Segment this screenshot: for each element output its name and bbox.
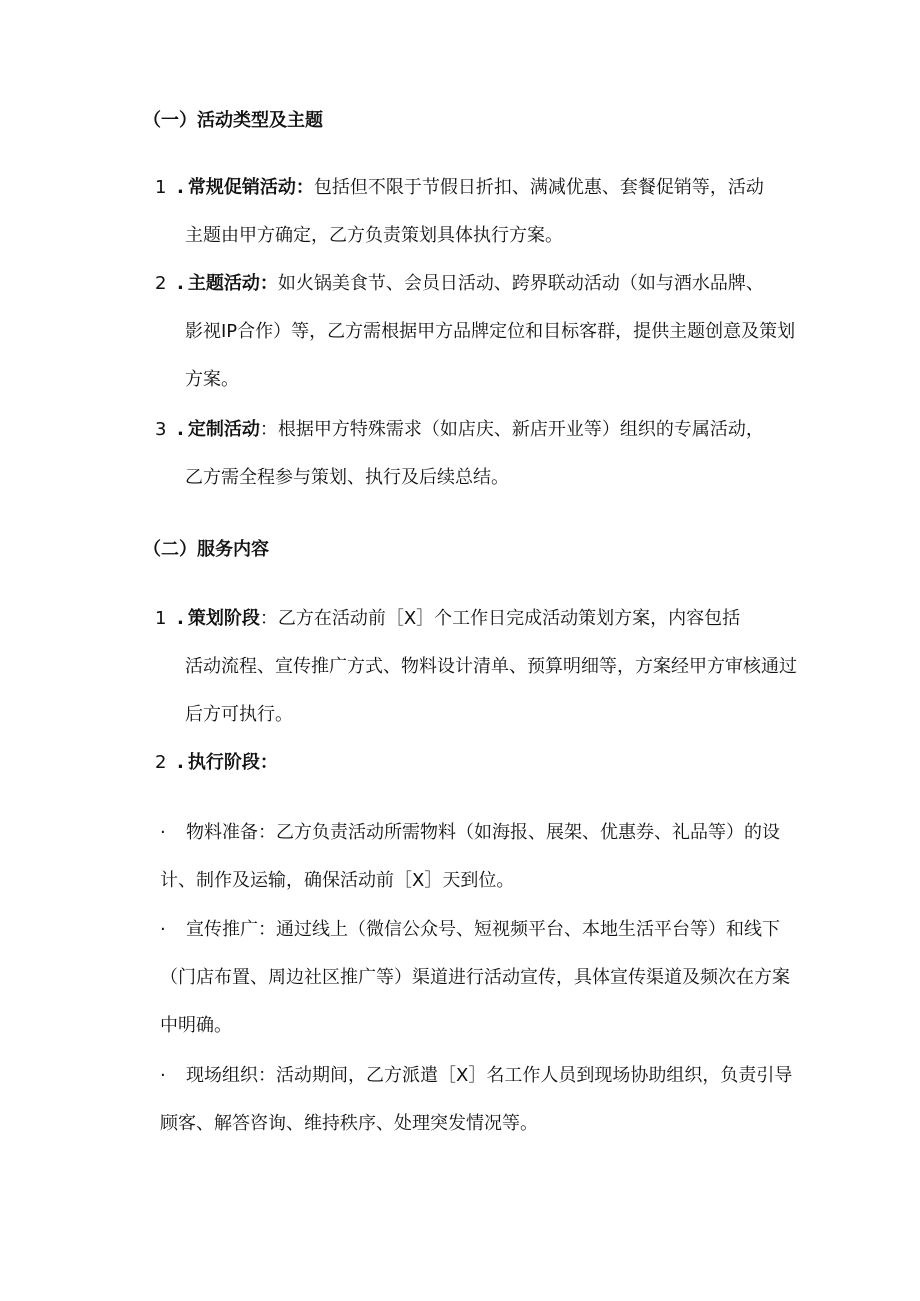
item-text-continued: 主题由甲方确定，乙方负责策划具体执行方案。 bbox=[185, 225, 563, 246]
item-label: 策划阶段 bbox=[187, 608, 260, 629]
list-item-theme-activity: 2 . 主题活动：如火锅美食节、会员日活动、跨界联动活动（如与酒水品牌、 影视IP合作）等，乙方需根据甲方品牌定位和目标客群，提供主题创意及策划方案。 bbox=[155, 260, 805, 404]
bullet-text: 现场组织：活动期间，乙方派遣［X］名工作人员到现场协助组织，负责引导顾客、解答咨询、维持秩序、处理突发情况等。 bbox=[160, 1065, 793, 1134]
list-item-execution-stage: 2 . 执行阶段： bbox=[155, 739, 805, 787]
item-number: 2 bbox=[155, 273, 167, 294]
item-number: 1 bbox=[155, 608, 167, 629]
item-text: ：乙方在活动前［X］个工作日完成活动策划方案，内容包括 bbox=[259, 608, 741, 629]
item-text: 如火锅美食节、会员日活动、跨界联动活动（如与酒水品牌、 bbox=[277, 273, 764, 294]
list-item-regular-promotion: 1 . 常规促销活动：包括但不限于节假日折扣、满减优惠、套餐促销等，活动 主题由甲方确定，乙方负责策划具体执行方案。 bbox=[155, 164, 805, 260]
list-item-planning-stage: 1 . 策划阶段：乙方在活动前［X］个工作日完成活动策划方案，内容包括 活动流程、宣传推广方式、物料设计清单、预算明细等，方案经甲方审核通过后方可执行。 bbox=[155, 595, 805, 739]
section-heading-activity-types: （一）活动类型及主题 bbox=[143, 110, 323, 131]
bullet-item-onsite bbox=[160, 1052, 800, 1148]
bullet-text: 宣传推广：通过线上（微信公众号、短视频平台、本地生活平台等）和线下（门店布置、周边社区推广等）渠道进行活动宣传，具体宣传渠道及频次在方案中明确。 bbox=[160, 919, 790, 1036]
item-label: 主题活动： bbox=[187, 273, 278, 294]
item-number: 3 bbox=[155, 419, 167, 440]
bullet-mark: · bbox=[160, 822, 166, 843]
item-text-continued: 活动流程、宣传推广方式、物料设计清单、预算明细等，方案经甲方审核通过后方可执行。 bbox=[185, 656, 797, 725]
bullet-item-materials bbox=[160, 809, 800, 905]
bullet-item-promotion bbox=[160, 906, 800, 1050]
item-number: 2 bbox=[155, 752, 167, 773]
item-label: 执行阶段： bbox=[187, 752, 278, 773]
item-text: 包括但不限于节假日折扣、满减优惠、套餐促销等，活动 bbox=[313, 177, 764, 198]
item-label: 定制活动 bbox=[187, 419, 260, 440]
bullet-text: 物料准备：乙方负责活动所需物料（如海报、展架、优惠券、礼品等）的设计、制作及运输，确保活动前［X］天到位。 bbox=[160, 822, 780, 891]
section-heading-service-content: （二）服务内容 bbox=[143, 539, 269, 560]
item-text: ：根据甲方特殊需求（如店庆、新店开业等）组织的专属活动， bbox=[259, 419, 764, 440]
item-label: 常规促销活动： bbox=[187, 177, 314, 198]
bullet-mark: · bbox=[160, 1065, 166, 1086]
bullet-mark: · bbox=[160, 919, 166, 940]
item-number: 1 bbox=[155, 177, 167, 198]
item-text-continued: 乙方需全程参与策划、执行及后续总结。 bbox=[185, 467, 509, 488]
item-text-continued: 影视IP合作）等，乙方需根据甲方品牌定位和目标客群，提供主题创意及策划方案。 bbox=[185, 321, 796, 390]
list-item-custom-activity: 3 . 定制活动：根据甲方特殊需求（如店庆、新店开业等）组织的专属活动， 乙方需全程参与策划、执行及后续总结。 bbox=[155, 406, 805, 502]
